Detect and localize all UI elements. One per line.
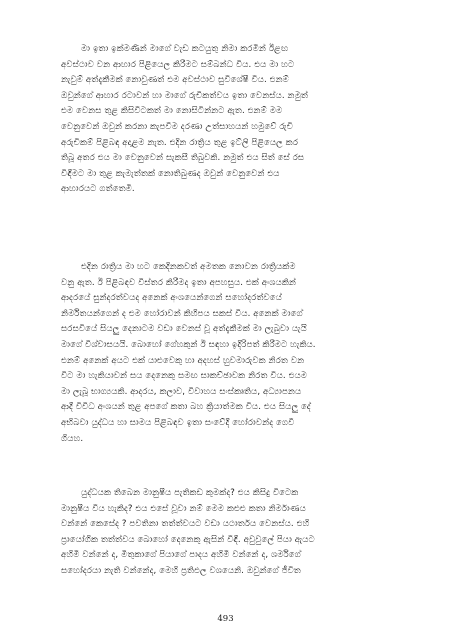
text-line: මා ලැබූ භාග්‍යයකි. ආදරය, කලාව, විවාහය සංස්කෘතිය, අධ්‍යාපනය — [61, 386, 302, 397]
text-line: නිර්මිතයන්ගෙන් ද එම හෝරාවන් කිහිපය සකස් විය. අනෙක් මාගේ — [61, 308, 303, 319]
paragraph-2 — [61, 260, 394, 447]
text-line: එම වෙනස තුළ කිසිවිටකත් මා නොසිටින්නට ඇත. එනම් මම — [61, 106, 283, 117]
text-line: විඳීමට මා තුළ කැමැත්තක් නොතිබුණද ඔවුන් වෙනුවෙන් එය — [61, 168, 280, 179]
text-line: එනම් අනෙක් අයට එක් යාළුවෙකු හා අදහස් හුවමාරුවක නිරත වන — [61, 355, 305, 366]
text-line: සරසවියේ සියලු දෙනාටම වඩා වෙනස් වූ අත්දැකීමක් මා ලැබුවා යැයි — [61, 324, 307, 335]
text-line: ප්‍රායෝගික තත්ත්වය බොහෝ දෙනෙකු ඇසින් විඳී. අවුවුලේ පියා ඇයට — [61, 534, 315, 545]
text-line: අහිමි වන්නේ ද, මිතුකාගේ පියාගේ පාදය අහිමි වන්නේ ද, ශර්මිගේ — [61, 550, 301, 561]
text-line: ආහාරයට ගත්තෙමි. — [61, 184, 135, 195]
text-line: මානුෂීය විය හැකිද? එය එසේ වූවා නම් මෙම කළුළු කතා නිර්මාණය — [61, 503, 306, 514]
page-number: 493 — [217, 614, 234, 624]
paragraph-3 — [61, 486, 394, 580]
text-line: ආදරයේ සුන්දරත්වයද අනෙක් අංශයෙන්ගෙන් සහෝදරත්වයේ — [61, 293, 282, 304]
text-line: වනු ඇත. ඊ පිළිබඳව විස්තර කිරීමද ඉතා අපහසුය. එක් අංශයකින් — [61, 277, 296, 288]
text-line: එදින රාත්‍රිය මා හට කෙදිනකවත් අමතක නොවන රාත්‍රියක්ම — [81, 262, 296, 272]
text-line: මාගේ විශ්වාසයයි. බොහෝ ගේහකුන් ඊ සඳහා ඉදිරිපත් කිරීමට හැකිය. — [61, 339, 316, 350]
text-line: අවස්ථාව වන ආහාර පිළියෙල කිරීමට සම්බන්ධ විය. එය මා හට — [61, 59, 295, 70]
text-line: වන්නේ කෙසේද ? පවතිනා තත්ත්වයට වඩා යථාර්තය වෙනස්ය. එහි — [61, 519, 310, 530]
text-line: නැවුම් අත්දැකීමක් නොවුණත් එම අවස්ථාව සුවිශේෂී විය. එනම් — [61, 75, 289, 86]
text-line: ගියහ. — [61, 433, 84, 444]
text-line: වෙනුවෙන් ඔවුන් කරනා කැපවීම දරණා උත්සාහයන් හමුවේ රුචි — [61, 121, 293, 132]
paragraph-1 — [61, 42, 394, 198]
text-line: තිබූ අතර එය මා වෙනුවෙන් සැකසී තිබුවකි. නමුත් එය සිත් සේ රස — [61, 153, 305, 164]
text-line: මා ඉතා ඉක්මණින් මාගේ වැඩ කටයුතු නිමා කරමින් ඊළඟ — [81, 44, 289, 54]
text-line: ආදී විවිධ අංශයන් තුළ අපගේ කතා බහ ක්‍රියාත්මක විය. එය සියලු දේ — [61, 402, 311, 413]
text-line: විට මා හැකියාවන් සය දෙනෙකු සමඟ සාකච්ඡාවක නිරත විය. එයම — [61, 371, 308, 382]
text-line: යුද්ධයක තිබෙන මානුෂීය පැතිකඩ කුමක්ද? එය කිසිදු විටෙක — [81, 488, 299, 498]
text-line: අරුචිකම් පිළිබඳ අදාළම නැත. එදින රාත්‍රිය තුළ ඉට්ලි පිළියෙල කර — [61, 137, 299, 148]
text-line: සහෝදරයා නැති වන්නේද, මෙහි ප්‍රතිඵල වශයෙනි. ඔවුන්ගේ ජීවිත — [61, 565, 301, 576]
text-line: ඔවුන්ගේ ආහාර රටාවන් හා මාගේ රුචිකත්වය ඉතා වෙනස්ය. නමුත් — [61, 90, 308, 101]
text-line: අභිබවා යුද්ධය හා සාමය පිළිබඳව ඉතා සංවේදී හෝරාවන්ද ගෙවී — [61, 417, 295, 428]
